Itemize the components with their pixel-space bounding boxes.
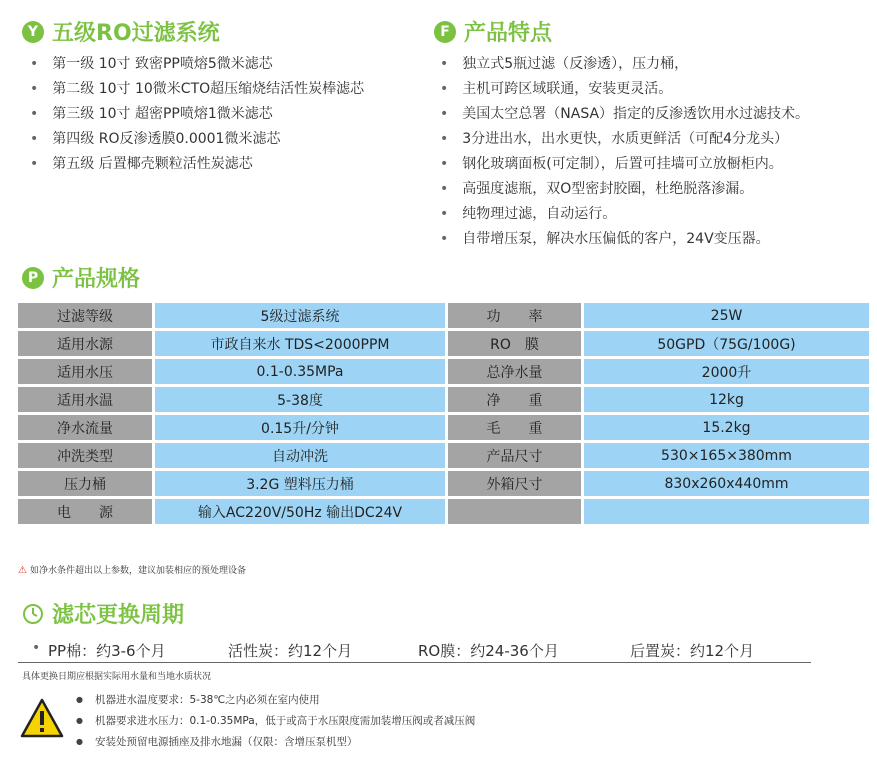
list-item: • 第四级 RO反渗透膜0.0001微米滤芯: [30, 127, 364, 152]
cycle-note: 具体更换日期应根据实际用水量和当地水质状况: [22, 672, 212, 682]
spec-value: 3.2G 塑料压力桶: [155, 471, 445, 496]
clock-icon: [22, 603, 44, 625]
list-item: ● 机器进水温度要求：5-38℃之内必须在室内使用: [76, 690, 475, 711]
cycle-item-ro: RO膜：约24-36个月: [418, 642, 559, 660]
spec-value: 输入AC220V/50Hz 输出DC24V: [155, 499, 445, 524]
spec-label: 净 重: [448, 387, 581, 412]
spec-value: 530×165×380mm: [584, 443, 869, 468]
filter-system-header: [22, 16, 220, 47]
specs-header: [22, 262, 140, 293]
spec-label: 总净水量: [448, 359, 581, 384]
list-item: • 美国太空总署（NASA）指定的反渗透饮用水过滤技术。: [440, 102, 809, 127]
table-row: [18, 415, 869, 440]
cycle-item-pp: PP棉：约3-6个月: [48, 642, 166, 660]
list-item: • 钢化玻璃面板(可定制），后置可挂墙可立放橱柜内。: [440, 152, 809, 177]
table-row: [18, 471, 869, 496]
bullet-dot: •: [32, 640, 41, 656]
spec-label: 适用水源: [18, 331, 152, 356]
spec-note: [18, 563, 246, 576]
list-item: • 纯物理过滤，自动运行。: [440, 202, 809, 227]
spec-label: 适用水压: [18, 359, 152, 384]
filter-system-title: 五级RO过滤系统: [52, 21, 220, 46]
list-item: • 主机可跨区域联通，安装更灵活。: [440, 77, 809, 102]
spec-label: [448, 499, 581, 524]
spec-label: 毛 重: [448, 415, 581, 440]
list-item: • 3分进出水，出水更快，水质更鲜活（可配4分龙头）: [440, 127, 809, 152]
spec-value: 12kg: [584, 387, 869, 412]
spec-value: 5-38度: [155, 387, 445, 412]
spec-value: 市政自来水 TDS<2000PPM: [155, 331, 445, 356]
table-row: [18, 359, 869, 384]
table-row: [18, 303, 869, 328]
warning-list: [76, 690, 475, 753]
spec-value: 0.1-0.35MPa: [155, 359, 445, 384]
table-row: [18, 499, 869, 524]
spec-value: 0.15升/分钟: [155, 415, 445, 440]
list-item: • 第一级 10寸 致密PP喷熔5微米滤芯: [30, 52, 364, 77]
cycle-row: [18, 638, 811, 663]
spec-table: [15, 300, 872, 527]
table-row: [18, 443, 869, 468]
spec-label: RO 膜: [448, 331, 581, 356]
list-item: • 高强度滤瓶，双O型密封胶圈，杜绝脱落渗漏。: [440, 177, 809, 202]
spec-value: [584, 499, 869, 524]
spec-label: 电 源: [18, 499, 152, 524]
spec-value: 自动冲洗: [155, 443, 445, 468]
spec-label: 适用水温: [18, 387, 152, 412]
list-item: ● 安装处预留电源插座及排水地漏（仅限：含增压泵机型）: [76, 732, 475, 753]
table-row: [18, 331, 869, 356]
spec-value: 830x260x440mm: [584, 471, 869, 496]
warning-mini-icon: ⚠: [18, 565, 27, 576]
spec-label: 过滤等级: [18, 303, 152, 328]
cycle-item-carbon: 活性炭：约12个月: [228, 642, 353, 660]
spec-note-text: 如净水条件超出以上参数，建议加装相应的预处理设备: [29, 566, 246, 576]
spec-label: 净水流量: [18, 415, 152, 440]
list-item: • 独立式5瓶过滤（反渗透），压力桶，: [440, 52, 809, 77]
features-header: [434, 16, 552, 47]
list-item: • 第二级 10寸 10微米CTO超压缩烧结活性炭棒滤芯: [30, 77, 364, 102]
spec-label: 压力桶: [18, 471, 152, 496]
spec-value: 2000升: [584, 359, 869, 384]
cycle-header: [22, 598, 184, 629]
filter-stage-list: [30, 52, 364, 177]
cycle-title: 滤芯更换周期: [52, 603, 185, 628]
list-item: • 自带增压泵，解决水压偏低的客户，24V变压器。: [440, 227, 809, 252]
specs-title: 产品规格: [52, 267, 141, 292]
list-item: ● 机器要求进水压力：0.1-0.35MPa，低于或高于水压限度需加装增压阀或者减压阀: [76, 711, 475, 732]
feature-list: [440, 52, 809, 252]
f-badge-icon: F: [434, 21, 456, 43]
p-badge-icon: P: [22, 267, 44, 289]
list-item: • 第三级 10寸 超密PP喷熔1微米滤芯: [30, 102, 364, 127]
spec-label: 冲洗类型: [18, 443, 152, 468]
spec-value: 15.2kg: [584, 415, 869, 440]
table-row: [18, 387, 869, 412]
spec-value: 5级过滤系统: [155, 303, 445, 328]
spec-label: 功 率: [448, 303, 581, 328]
spec-value: 25W: [584, 303, 869, 328]
features-title: 产品特点: [464, 21, 553, 46]
y-badge-icon: Y: [22, 21, 44, 43]
list-item: • 第五级 后置椰壳颗粒活性炭滤芯: [30, 152, 364, 177]
cycle-item-post-carbon: 后置炭：约12个月: [630, 642, 755, 660]
spec-value: 50GPD（75G/100G): [584, 331, 869, 356]
warning-icon: [20, 698, 64, 742]
spec-label: 外箱尺寸: [448, 471, 581, 496]
spec-label: 产品尺寸: [448, 443, 581, 468]
